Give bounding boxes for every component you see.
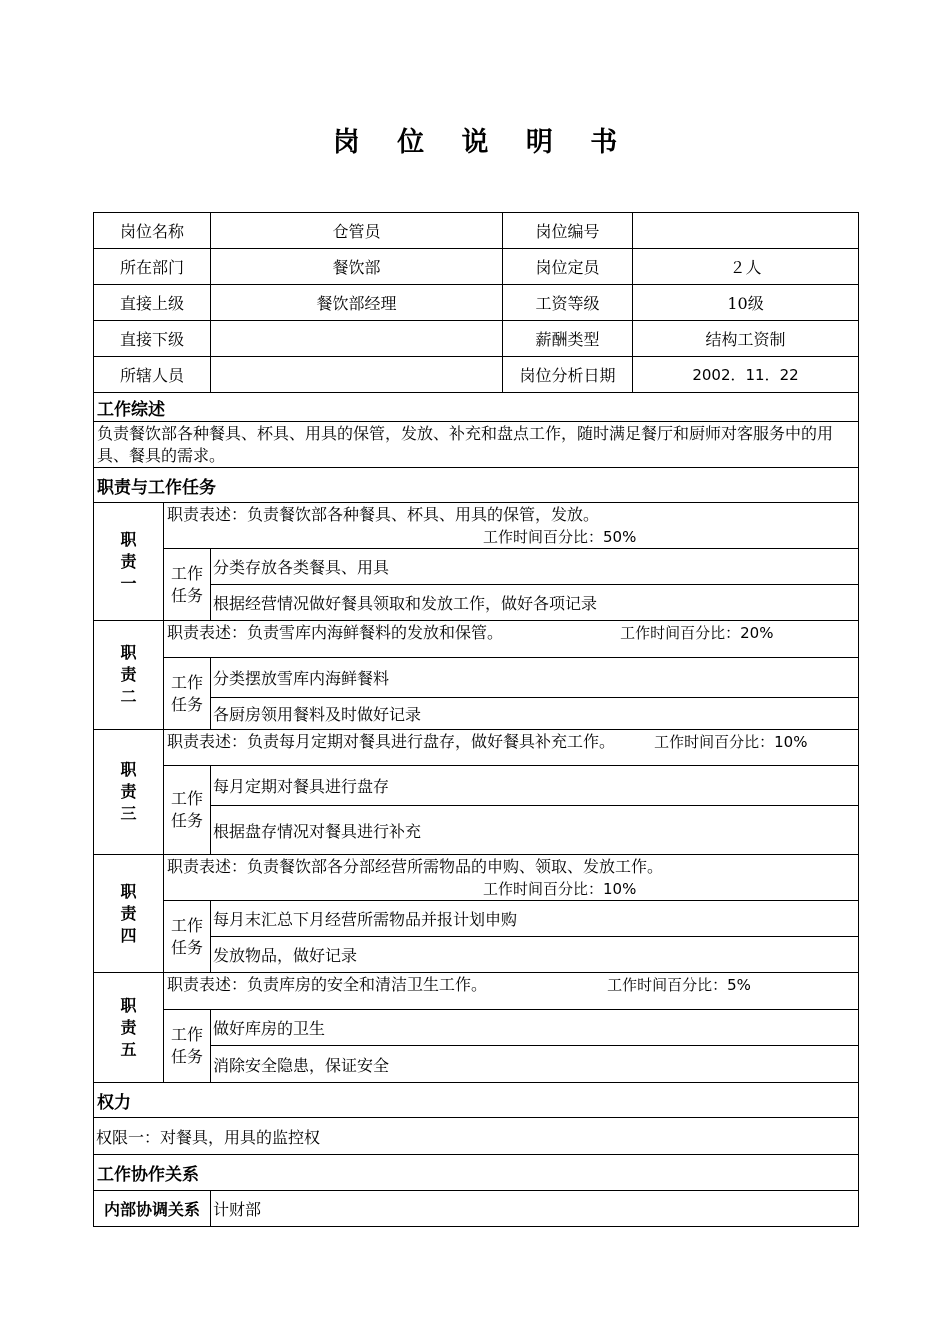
task-label: 工作 任务 bbox=[164, 1010, 211, 1083]
info-label: 直接下级 bbox=[94, 321, 211, 357]
info-value: 仓管员 bbox=[211, 213, 503, 249]
duty-desc-text: 职责表述：负责餐饮部各分部经营所需物品的申购、领取、发放工作。 bbox=[167, 857, 664, 876]
info-row bbox=[94, 285, 859, 321]
info-row bbox=[94, 321, 859, 357]
task-item: 根据盘存情况对餐具进行补充 bbox=[211, 806, 859, 855]
summary-heading: 工作综述 bbox=[94, 393, 859, 422]
task-item: 每月末汇总下月经营所需物品并报计划申购 bbox=[211, 901, 859, 937]
duty-label: 职 责 二 bbox=[94, 621, 164, 730]
task-label: 工作 任务 bbox=[164, 658, 211, 730]
task-item: 发放物品，做好记录 bbox=[211, 937, 859, 973]
info-value: ２人 bbox=[633, 249, 859, 285]
authority-text: 权限一：对餐具，用具的监控权 bbox=[94, 1118, 859, 1155]
duty-block bbox=[94, 730, 859, 766]
info-row bbox=[94, 249, 859, 285]
duty-description bbox=[164, 730, 859, 766]
duty-block bbox=[94, 503, 859, 549]
info-label: 薪酬类型 bbox=[503, 321, 633, 357]
duty-description bbox=[164, 621, 859, 658]
duty-desc-text: 职责表述：负责雪库内海鲜餐料的发放和保管。 bbox=[167, 623, 504, 642]
duty-label: 职 责 一 bbox=[94, 503, 164, 621]
collaboration-heading: 工作协作关系 bbox=[94, 1155, 859, 1191]
duty-label: 职 责 四 bbox=[94, 855, 164, 973]
info-label: 所辖人员 bbox=[94, 357, 211, 393]
duty-description bbox=[164, 855, 859, 901]
info-label: 岗位编号 bbox=[503, 213, 633, 249]
duty-desc-text: 职责表述：负责每月定期对餐具进行盘存，做好餐具补充工作。 bbox=[167, 732, 616, 751]
duty-description bbox=[164, 503, 859, 549]
duty-time-percent: 工作时间百分比：50% bbox=[483, 528, 637, 546]
info-value: 餐饮部经理 bbox=[211, 285, 503, 321]
info-value: 10级 bbox=[633, 285, 859, 321]
info-value: 2002．11．22 bbox=[633, 357, 859, 393]
duty-time-percent: 工作时间百分比：20% bbox=[620, 624, 774, 642]
info-label: 所在部门 bbox=[94, 249, 211, 285]
task-label: 工作 任务 bbox=[164, 766, 211, 855]
duty-time-percent: 工作时间百分比：10% bbox=[483, 880, 637, 898]
task-item: 分类存放各类餐具、用具 bbox=[211, 549, 859, 585]
duty-desc-text: 职责表述：负责库房的安全和清洁卫生工作。 bbox=[167, 975, 488, 994]
document-title: 岗 位 说 明 书 bbox=[332, 127, 632, 158]
task-item: 做好库房的卫生 bbox=[211, 1010, 859, 1046]
info-label: 岗位分析日期 bbox=[503, 357, 633, 393]
task-item: 根据经营情况做好餐具领取和发放工作，做好各项记录 bbox=[211, 585, 859, 621]
task-label: 工作 任务 bbox=[164, 549, 211, 621]
info-value bbox=[211, 357, 503, 393]
info-row bbox=[94, 213, 859, 249]
internal-coordination-label: 内部协调关系 bbox=[94, 1191, 211, 1227]
duty-label: 职 责 五 bbox=[94, 973, 164, 1083]
duty-desc-text: 职责表述：负责餐饮部各种餐具、杯具、用具的保管，发放。 bbox=[167, 505, 600, 524]
info-value: 餐饮部 bbox=[211, 249, 503, 285]
task-item: 每月定期对餐具进行盘存 bbox=[211, 766, 859, 806]
info-value bbox=[633, 213, 859, 249]
info-label: 工资等级 bbox=[503, 285, 633, 321]
duty-time-percent: 工作时间百分比：10% bbox=[654, 733, 808, 751]
job-description-table bbox=[93, 212, 859, 1227]
duty-block bbox=[94, 855, 859, 901]
duty-label: 职 责 三 bbox=[94, 730, 164, 855]
duties-heading: 职责与工作任务 bbox=[94, 468, 859, 503]
duty-time-percent: 工作时间百分比：5% bbox=[607, 976, 751, 994]
task-item: 各厨房领用餐料及时做好记录 bbox=[211, 698, 859, 730]
authority-heading: 权力 bbox=[94, 1083, 859, 1118]
duty-description bbox=[164, 973, 859, 1010]
task-item: 分类摆放雪库内海鲜餐料 bbox=[211, 658, 859, 698]
task-label: 工作 任务 bbox=[164, 901, 211, 973]
summary-text: 负责餐饮部各种餐具、杯具、用具的保管，发放、补充和盘点工作，随时满足餐厅和厨师对客服务中的用具、餐具的需求。 bbox=[94, 422, 859, 468]
info-value bbox=[211, 321, 503, 357]
info-label: 直接上级 bbox=[94, 285, 211, 321]
info-label: 岗位定员 bbox=[503, 249, 633, 285]
info-value: 结构工资制 bbox=[633, 321, 859, 357]
duty-block bbox=[94, 621, 859, 658]
info-row bbox=[94, 357, 859, 393]
task-item: 消除安全隐患，保证安全 bbox=[211, 1046, 859, 1083]
internal-coordination-value: 计财部 bbox=[211, 1191, 859, 1227]
duty-block bbox=[94, 973, 859, 1010]
info-label: 岗位名称 bbox=[94, 213, 211, 249]
